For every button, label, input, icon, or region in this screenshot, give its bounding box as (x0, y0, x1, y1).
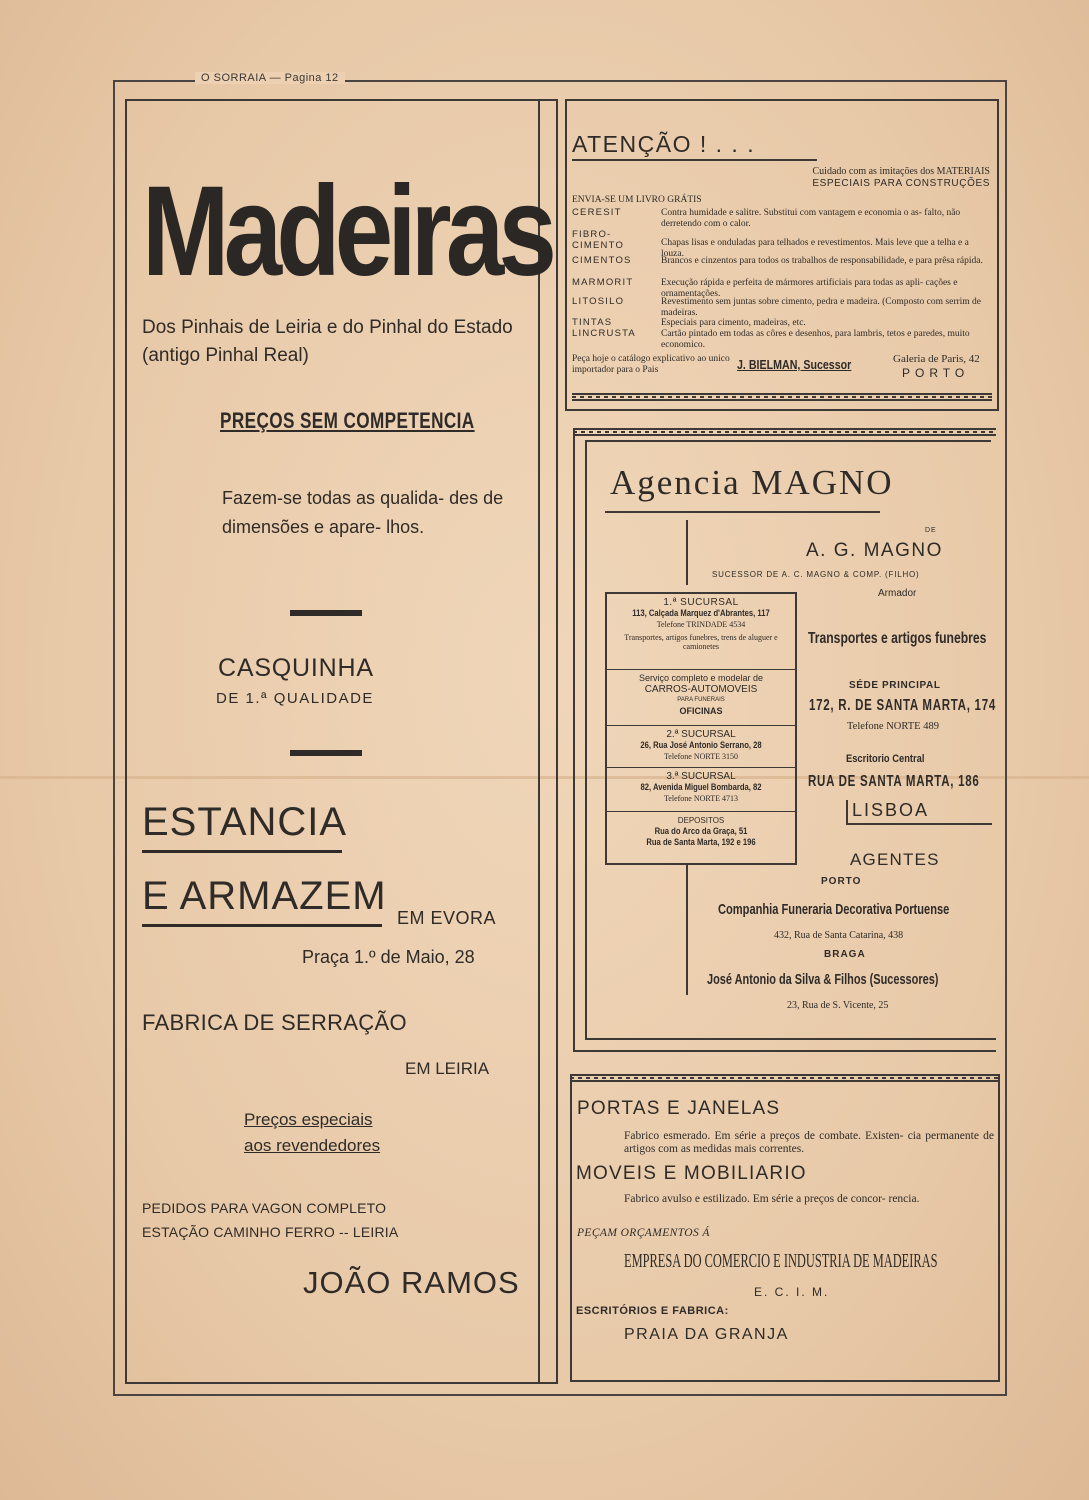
portas-title: PORTAS E JANELAS (577, 1098, 781, 1119)
divider-dash (290, 610, 362, 616)
praca-address: Praça 1.º de Maio, 28 (302, 947, 475, 967)
s1-telefone: Telefone TRINDADE 4534 (656, 620, 746, 629)
product-name: FIBRO- CIMENTO (572, 229, 625, 251)
fabrica-heading: FABRICA DE SERRAÇÃO (142, 1010, 407, 1035)
s3-telefone: Telefone NORTE 4713 (663, 794, 739, 803)
evora-label: EM EVORA (397, 908, 497, 928)
servico-section (607, 670, 795, 726)
transportes-heading: Transportes e artigos funebres (808, 630, 987, 647)
sucursais-box (605, 592, 797, 865)
product-name: MARMORIT (572, 277, 634, 288)
sucursal-1 (607, 594, 795, 670)
magno-inner-top-rule (585, 440, 991, 442)
atencao-underline (572, 159, 817, 161)
depositos-label: DEPOSITOS (677, 816, 725, 825)
braga-agent: José Antonio da Silva & Filhos (Sucessores) (707, 971, 939, 988)
product-desc: Contra humidade e salitre. Substitui com vantagem e economia o as- falto, não derretendo com o calor. (661, 208, 961, 229)
dotted-rule (572, 393, 992, 401)
escritorios-label: ESCRITÓRIOS E FABRICA: (576, 1305, 729, 1317)
product-desc: Revestimento sem juntas sobre cimento, pedra e madeira. (Composto com serrim de madeiras. (661, 297, 982, 318)
atencao-title: ATENÇÃO ! . . . (572, 131, 756, 157)
product-name: TINTAS (572, 317, 613, 328)
importer-address: Galeria de Paris, 42 (893, 353, 980, 365)
product-row (572, 329, 992, 350)
s1-description: Transportes, artigos funebres, trens de aluguer e camionetes (624, 633, 778, 651)
precos-especiais-line1: Preços especiais (244, 1110, 373, 1129)
s1-address: 113, Calçada Marquez d'Abrantes, 117 (632, 608, 770, 618)
leiria-label: EM LEIRIA (405, 1059, 490, 1078)
empresa-name: EMPRESA DO COMERCIO E INDUSTRIA DE MADEIRAS (624, 1250, 938, 1272)
s1-title: 1.ª SUCURSAL (663, 597, 739, 608)
carros-text: CARROS-AUTOMOVEIS (644, 684, 758, 695)
sede-label: SÉDE PRINCIPAL (849, 680, 941, 691)
deposito-1: Rua do Arco da Graça, 51 (654, 826, 748, 836)
porto-address: 432, Rua de Santa Catarina, 438 (774, 930, 904, 941)
product-row (572, 256, 992, 267)
magno-title: Agencia MAGNO (610, 463, 894, 502)
owner-name: JOÃO RAMOS (303, 1265, 520, 1300)
sede-address: 172, R. DE SANTA MARTA, 174 (809, 697, 996, 714)
product-desc: Cartão pintado em todas as côres e desenhos, para lambris, tetos e paredes, muito economico. (661, 329, 970, 350)
importer-name: J. BIELMAN, Sucessor (737, 357, 852, 372)
sucursal-3 (607, 768, 795, 812)
product-row (572, 318, 992, 329)
madeiras-subtitle: Dos Pinhais de Leiria e do Pinhal do Estado (antigo Pinhal Real) (142, 317, 513, 366)
pedidos-line1: PEDIDOS PARA VAGON COMPLETO (142, 1200, 387, 1216)
escritorio-address: RUA DE SANTA MARTA, 186 (808, 773, 980, 790)
sucursal-2 (607, 726, 795, 768)
porto-label: PORTO (821, 876, 862, 887)
catalogo-text: Peça hoje o catálogo explicativo ao unico importador para o Pais (572, 354, 730, 375)
product-name: LINCRUSTA (572, 328, 636, 339)
product-name: CERESIT (572, 207, 622, 218)
pedidos-line2: ESTAÇÃO CAMINHO FERRO -- LEIRIA (142, 1224, 399, 1240)
precos-heading: PREÇOS SEM COMPETENCIA (220, 408, 475, 433)
divider-dash (290, 750, 362, 756)
depositos-section (607, 812, 795, 851)
product-desc: Brancos e cinzentos para todos os trabalhos de responsabilidade, e para prêsa rápida. (661, 256, 983, 266)
product-row (572, 230, 992, 259)
magno-inner-bottom-rule (585, 1038, 996, 1040)
precos-especiais (244, 1107, 404, 1159)
moveis-text: Fabrico avulso e estilizado. Em série a preços de concor- rencia. (624, 1193, 920, 1205)
product-name: LITOSILO (572, 296, 625, 307)
estancia-heading: ESTANCIA (142, 800, 348, 844)
escritorio-label: Escritorio Central (846, 753, 925, 765)
casquinha-heading: CASQUINHA (218, 654, 374, 682)
armador-label: Armador (878, 588, 917, 599)
precos-especiais-line2: aos revendedores (244, 1136, 381, 1155)
armazem-underline (142, 924, 382, 927)
product-row (572, 278, 992, 299)
lisboa-bracket (846, 800, 848, 824)
magno-vertical-rule (686, 865, 688, 995)
magno-title-rule (605, 511, 880, 513)
portas-text: Fabrico esmerado. Em série a preços de combate. Existen- cia permanente de artigos com as medidas mais correntes. (624, 1130, 994, 1155)
sede-telefone: Telefone NORTE 489 (847, 721, 939, 732)
envia-livro: ENVIA-SE UM LIVRO GRÁTIS (572, 195, 702, 205)
fazem-text: Fazem-se todas as qualida- des de dimensões e apare- lhos. (222, 488, 504, 537)
cuidado-line1: Cuidado com as imitações dos MATERIAIS (812, 166, 990, 177)
cuidado-line2: ESPECIAIS PARA CONSTRUÇÕES (812, 178, 990, 189)
braga-label: BRAGA (824, 949, 866, 960)
product-name: CIMENTOS (572, 255, 632, 266)
product-desc: Especiais para cimento, madeiras, etc. (661, 318, 806, 328)
armazem-heading: E ARMAZEM (142, 874, 387, 918)
madeiras-title: Madeiras (142, 160, 552, 303)
s3-address: 82, Avenida Miguel Bombarda, 82 (640, 782, 762, 792)
ecim-abbr: E. C. I. M. (754, 1285, 830, 1299)
product-row (572, 297, 992, 318)
s2-address: 26, Rua José Antonio Serrano, 28 (640, 740, 762, 750)
s2-telefone: Telefone NORTE 3150 (663, 752, 739, 761)
praia-address: PRAIA DA GRANJA (624, 1326, 789, 1343)
magno-owner: A. G. MAGNO (806, 540, 943, 561)
deposito-2: Rua de Santa Marta, 192 e 196 (646, 837, 756, 847)
product-row (572, 208, 992, 229)
braga-address: 23, Rua de S. Vicente, 25 (787, 1000, 889, 1011)
moveis-title: MOVEIS E MOBILIARIO (576, 1163, 807, 1184)
sucessor-text: SUCESSOR DE A. C. MAGNO & COMP. (FILHO) (712, 570, 920, 579)
magno-inner-rule (585, 440, 587, 1040)
page-header: O SORRAIA — Pagina 12 (195, 72, 345, 84)
importer-city: PORTO (902, 366, 970, 380)
para-funerais: PARA FUNERAIS (677, 697, 725, 703)
porto-agent: Companhia Funeraria Decorativa Portuense (718, 901, 950, 918)
lisboa-label: LISBOA (852, 800, 930, 820)
de-label: DE (925, 527, 937, 534)
agentes-heading: AGENTES (850, 850, 940, 869)
magno-vertical-rule (686, 520, 688, 585)
cuidado-text (740, 166, 990, 190)
product-desc: Chapas lisas e onduladas para telhados e revestimentos. Mais leve que a telha e a louza. (661, 238, 969, 259)
s3-title: 3.ª SUCURSAL (666, 771, 736, 782)
qualidade-label: DE 1.ª QUALIDADE (216, 690, 374, 707)
s2-title: 2.ª SUCURSAL (666, 729, 736, 740)
oficinas-label: OFICINAS (679, 706, 723, 716)
lisboa-underline (846, 823, 992, 825)
product-desc: Execução rápida e perfeita de mármores artificiais para todas as apli- cações e ornamentações. (661, 278, 958, 299)
servico-text: Serviço completo e modelar de (638, 673, 764, 683)
pecam-text: PEÇAM ORÇAMENTOS Á (577, 1227, 710, 1239)
estancia-underline (142, 850, 342, 853)
pedidos-text (142, 1196, 398, 1244)
